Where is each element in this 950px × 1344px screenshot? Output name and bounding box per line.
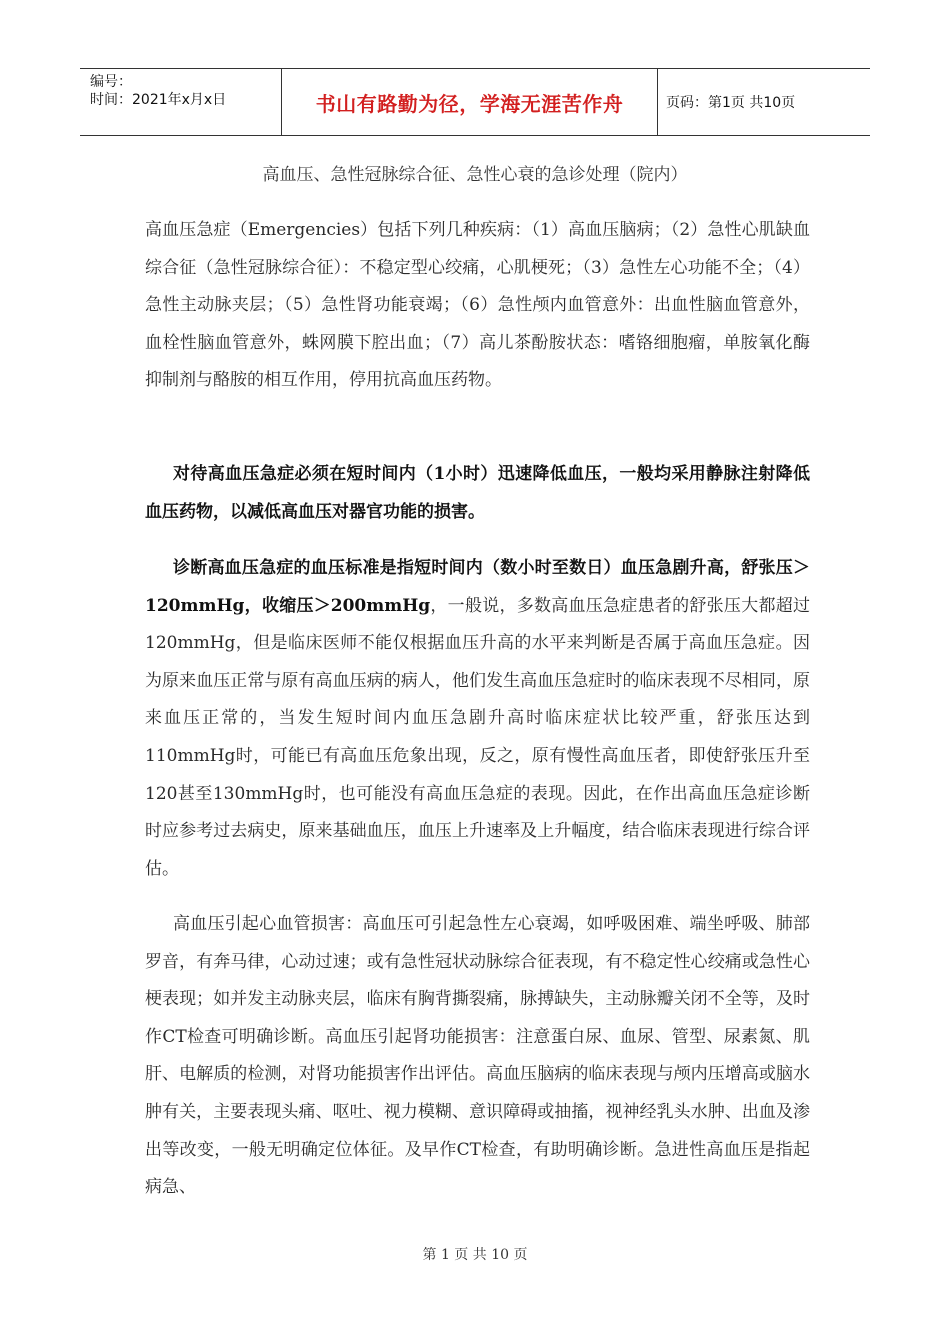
date-label: 时间：2021年x月x日: [90, 92, 227, 108]
paragraph-treatment: 对待高血压急症必须在短时间内（1小时）迅速降低血压，一般均采用静脉注射降低血压药物，以减低高血压对器官功能的损害。: [145, 464, 810, 522]
diagnosis-detail: ，一般说，多数高血压急症患者的舒张压大都超过120mmHg，但是临床医师不能仅根据血压升高的水平来判断是否属于高血压急症。因为原来血压正常与原有高血压病的病人，他们发生高血压急症时的临床表现不尽相同，原来血压正常的，当发生短时间内血压急剧升高时临床症状比较严重，舒张压达到110mmHg时，可能已有高血压危象出现，反之，原有慢性高血压者，即使舒张压升至120甚至130mmHg时，也可能没有高血压急症的表现。因此，在作出高血压急症诊断时应参考过去病史，原来基础血压，血压上升速率及上升幅度，结合临床表现进行综合评估。: [145, 595, 810, 879]
number-label: 编号：: [90, 74, 132, 90]
header-table: [80, 68, 870, 136]
document-title: 高血压、急性冠脉综合征、急性心衰的急诊处理（院内）: [262, 165, 688, 185]
page-footer: 第 1 页 共 10 页: [422, 1247, 528, 1263]
paragraph-diagnosis: [145, 550, 810, 888]
paragraph-emergencies: 高血压急症（Emergencies）包括下列几种疾病：（1）高血压脑病；（2）急性心肌缺血综合征（急性冠脉综合征）：不稳定型心绞痛，心肌梗死；（3）急性左心功能不全；（4）急性主动脉夹层；（5）急性肾功能衰竭；（6）急性颅内血管意外：出血性脑血管意外，血栓性脑血管意外，蛛网膜下腔出血；（7）高儿茶酚胺状态：嗜铬细胞瘤，单胺氧化酶抑制剂与酪胺的相互作用，停用抗高血压药物。: [145, 220, 810, 391]
diagnosis-criteria: 诊断高血压急症的血压标准是指短时间内（数小时至数日）血压急剧升高，舒张压＞120mmHg，收缩压＞200mmHg: [145, 558, 810, 616]
header-page-info: 页码：第1页 共10页: [666, 95, 796, 111]
paragraph-organ-damage: 高血压引起心血管损害：高血压可引起急性左心衰竭，如呼吸困难、端坐呼吸、肺部罗音，有奔马律，心动过速；或有急性冠状动脉综合征表现，有不稳定性心绞痛或急性心梗表现；如并发主动脉夹层，临床有胸背撕裂痛，脉搏缺失，主动脉瓣关闭不全等，及时作CT检查可明确诊断。高血压引起肾功能损害：注意蛋白尿、血尿、管型、尿素氮、肌肝、电解质的检测，对肾功能损害作出评估。高血压脑病的临床表现与颅内压增高或脑水肿有关，主要表现头痛、呕吐、视力模糊、意识障碍或抽搐，视神经乳头水肿、出血及渗出等改变，一般无明确定位体征。及早作CT检查，有助明确诊断。急进性高血压是指起病急、: [145, 914, 810, 1198]
header-motto: 书山有路勤为径，学海无涯苦作舟: [282, 69, 658, 135]
header-meta: [80, 69, 282, 135]
